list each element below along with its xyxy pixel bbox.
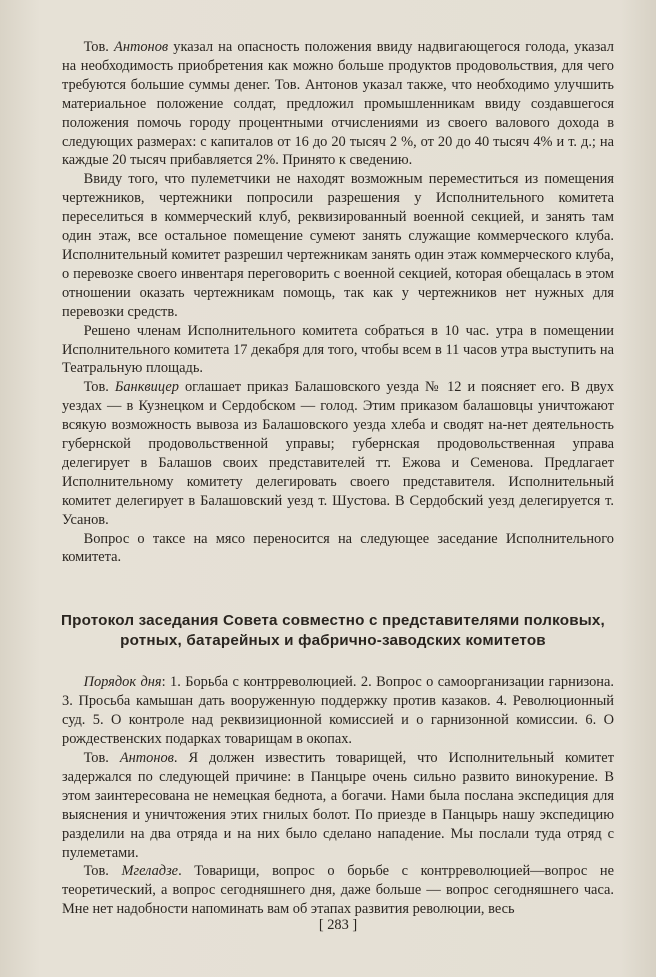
paragraph-bankvitser-order	[62, 378, 614, 529]
speaker-prefix: Тов.	[83, 750, 120, 766]
paragraph-text: Вопрос о таксе на мясо переносится на следующее заседание Исполнительного комитета.	[62, 530, 614, 566]
paragraph-text: . Я должен известить товарищей, что Исполнительный комитет задержался по следующей причине: в Панцыре очень сильно развито винокурение. В этом заинтересована не немецкая беднота, а богачи. Нами была послана экспедиция для выяснения и уничтожения этих гнилых болот. По приезде в Панцырь нашу экспедицию разделили на два отряда и на них было сделано нападение. Мы послали туда отряд с пулеметами.	[62, 750, 614, 861]
heading-line-2: ротных, батарейных и фабрично-заводских комитетов	[120, 632, 546, 650]
speaker-name: Антонов	[119, 750, 174, 766]
paragraph-antonov-speech	[62, 749, 614, 862]
paragraph-draftsmen	[62, 170, 614, 321]
paragraph-text: Решено членам Исполнительного комитета собраться в 10 час. утра в помещении Исполнительного комитета 17 декабря для того, чтобы всем в 11 часов утра выступить на Театральную площадь.	[62, 322, 614, 377]
paragraph-text: Ввиду того, что пулеметчики не находят возможным переместиться из помещения чертежников, чертежники попросили разрешения у Исполнительного комитета переселиться в коммерческий клуб, реквизированный военной секцией, и занять там один этаж, все остальное помещение сумеют занять служащие коммерческого клуба. Исполнительный комитет разрешил чертежникам занять один этаж коммерческого клуба, о перевозке своего инвентаря переговорить с военной секцией, которая обещалась в этом отношении оказать чертежникам помощь, так как у чертежников нет нужных для перевозки средств.	[62, 171, 614, 320]
speaker-name: Банквицер	[114, 379, 180, 396]
speaker-prefix: Тов.	[83, 863, 122, 880]
speaker-prefix: Тов.	[83, 39, 115, 55]
heading-line-1: Протокол заседания Совета совместно с представителями полковых,	[61, 612, 605, 630]
agenda-text: : 1. Борьба с контрреволюцией. 2. Вопрос о самоорганизации гарнизона. 3. Просьба камышан дать вооруженную поддержку против казаков. 4. Революционный суд. 5. О контроле над реквизиционной комиссией и о гарнизонной комиссии. 6. О рождественских подарках товарищам в окопах.	[62, 674, 614, 748]
paragraph-antonov-report	[62, 38, 614, 170]
paragraph-mgeladze-speech	[62, 862, 614, 919]
paragraph-agenda	[62, 673, 614, 749]
paragraph-meat-tax	[62, 530, 614, 568]
speaker-name: Антонов	[114, 39, 169, 55]
paragraph-text: оглашает приказ Балашовского уезда № 12 и поясняет его. В двух уездах — в Кузнецком и Сердобском — голод. Этим приказом балашовцы уничтожают всякую возможность вывоза из Балашовского уезда хлеба и сводят на-нет деятельность губернской продовольственной управы; губернская продовольственная управа делегирует в Балашов своих представителей тт. Ежова и Семенова. Предлагает Исполнительному комитету делегировать своего представителя. Исполнительный комитет делегирует в Балашовский уезд т. Шустова. В Сердобский уезд делегируется т. Усанов.	[62, 379, 614, 528]
agenda-label: Порядок дня	[83, 674, 162, 691]
speaker-prefix: Тов.	[83, 379, 115, 396]
paragraph-text: указал на опасность положения ввиду надвигающегося голода, указал на необходимость приобретения как можно больше продуктов продовольствия, для чего требуются большие суммы денег. Тов. Антонов указал также, что необходимо улучшить материальное положение солдат, предложил промышленникам ввиду создавшегося положения помочь городу процентными отчислениями из своего валового дохода в следующих размерах: с капиталов от 16 до 20 тысяч 2 %, от 20 до 40 тысяч 4% и т. д.; на каждые 20 тысяч прибавляется 2%. Принято к сведению.	[62, 39, 614, 169]
section-heading	[52, 611, 614, 651]
paragraph-meeting-decision	[62, 322, 614, 379]
paragraph-text: . Товарищи, вопрос о борьбе с контрреволюцией—вопрос не теоретический, а вопрос сегодняшнего дня, даже больше — вопрос сегодняшнего часа. Мне нет надобности напоминать вам об этапах развития революции, весь	[62, 863, 614, 918]
page-number: [ 283 ]	[318, 917, 358, 933]
speaker-name: Мгеладзе	[121, 863, 179, 880]
